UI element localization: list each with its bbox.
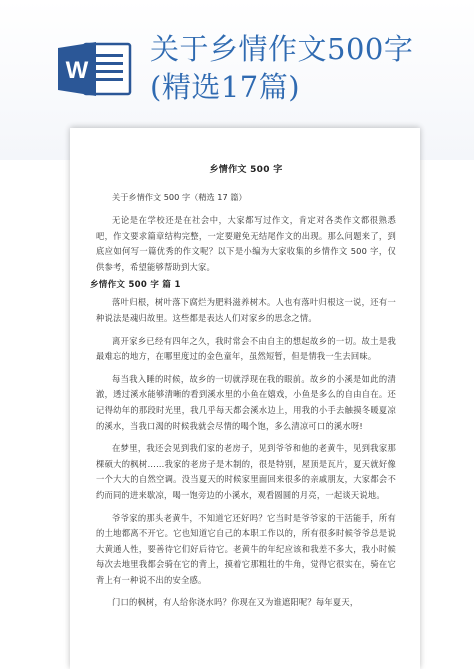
svg-text:W: W: [65, 57, 89, 84]
page-title: 关于乡情作文500字(精选17篇): [150, 32, 414, 104]
document-page: [70, 128, 420, 669]
paragraph: 离开家乡已经有四年之久，我时常会不由自主的想起故乡的一切。故土是我最难忘的地方，在哪里度过的金色童年，虽然短暂，但是情我一生去回味。: [96, 335, 396, 362]
document-subheading: 关于乡情作文 500 字（精选 17 篇）: [112, 192, 247, 202]
intro-paragraph: 无论是在学校还是在社会中，大家都写过作文，肯定对各类作文都很熟悉吧，作文要求篇章结构完整，一定要避免无结尾作文的出现。那么问题来了，到底应如何写一篇优秀的作文呢？以下是小编为大家收集的乡情作文 500 字，仅供参考，希望能够帮助到大家。: [96, 215, 396, 272]
paragraph: 落叶归根，树叶落下腐烂为肥料滋养树木。人也有落叶归根这一说，还有一种说法是魂归故里。这些都是表达人们对家乡的思念之情。: [96, 297, 396, 323]
section-heading: 乡情作文 500 字 篇 1: [90, 280, 181, 291]
paragraph: 在梦里，我还会见到我们家的老房子，见到爷爷和他的老黄牛，见到我家那棵硕大的枫树……我家的老房子是木制的，很是特别，屋顶是瓦片，夏天就好像一个大大的自然空调。没当夏天的时候家里面回来很多的亲戚朋友，大家都会不约而同的进来歇凉，喝一饱旁边的小溪水，观看圆圆的月亮，一起谈天说地。: [96, 443, 396, 500]
document-title: 乡情作文 500 字: [209, 165, 283, 175]
document-body: [90, 162, 396, 618]
paragraph: 门口的枫树，有人给你浇水吗？你现在又为谁遮阳呢？每年夏天，: [112, 597, 359, 608]
word-doc-icon: [56, 40, 132, 98]
paragraph: 每当我入睡的时候，故乡的一切就浮现在我的眼前。故乡的小溪是如此的清澈，透过溪水能够清晰的看到溪水里的小鱼在嬉戏，小鱼是多么的自由自在。还记得幼年的那段时光里，我几乎每天都会溪水边上，用我的小手去触摸冬暖夏凉的溪水，当我口渴的时候我就会尽情的喝个饱，多么清凉可口的溪水呀!: [96, 373, 396, 431]
paragraph: 爷爷家的那头老黄牛，不知道它还好吗？它当时是爷爷家的干活能手，所有的土地都离不开它。它也知道它自己的本职工作以的，所有很多时候爷爷总是说大黄通人性，要善待它们好后待它。老黄牛的年纪应该和我差不多大，我小时候每次去地里我都会骑在它的背上，摸着它那粗壮的牛角，觉得它很实在，骑在它背上有一种说不出的安全感。: [96, 512, 396, 585]
